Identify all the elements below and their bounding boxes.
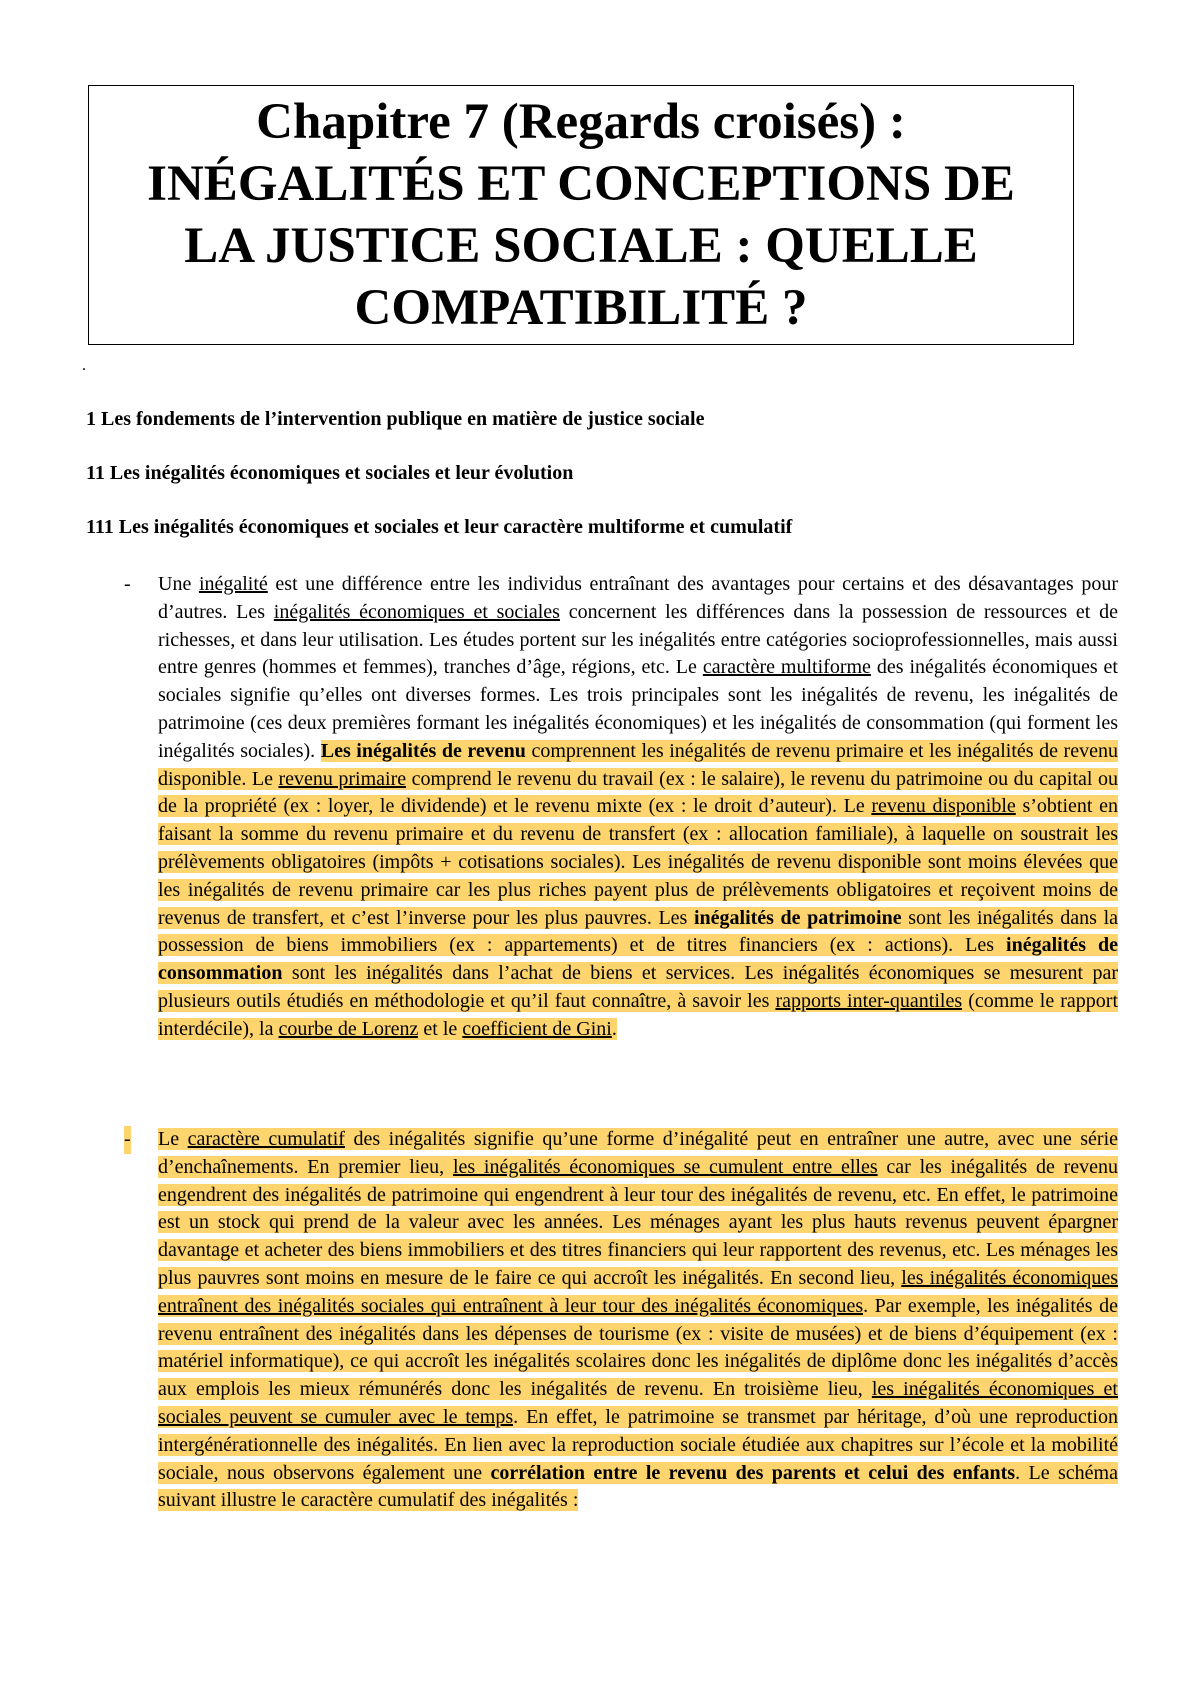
p1-highlight-text: s’obtient en faisant la somme du revenu primaire et du revenu de transfert (ex : allocation familiale), à laquelle on soustrait les prélèvements obligatoires (impôts + cotisations sociales). Les inégalités de revenu disponible sont moins élevées que les inégalités de revenu primaire car les plus riches payent plus de prélèvements obligatoires et reçoivent moins de revenus de transfert, et c’est l’inverse pour les plus pauvres. Les bbox=[158, 795, 1118, 929]
chapter-title-line-2: INÉGALITÉS ET CONCEPTIONS DE bbox=[147, 156, 1015, 212]
bullet-dash: - bbox=[124, 1126, 131, 1154]
p2-highlight-text: . Le schéma suivant illustre le caractère cumulatif des inégalités : bbox=[158, 1461, 1118, 1512]
term-inegalites-revenu: Les inégalités de revenu bbox=[320, 739, 526, 762]
term-rapports-inter-quantiles: rapports inter-quantiles bbox=[775, 989, 963, 1012]
term-revenu-primaire: revenu primaire bbox=[278, 767, 407, 790]
p2-highlight-text: Le bbox=[158, 1128, 188, 1150]
p2-highlight-text: . En effet, le patrimoine se transmet par héritage, d’où une reproduction intergénérationnelle des inégalités. En lien avec la reproduction sociale étudiée aux chapitres sur l’école et la mobilité sociale, nous observons également une bbox=[158, 1405, 1118, 1484]
p1-highlight-text: . bbox=[611, 1017, 617, 1040]
term-inegalites-patrimoine: inégalités de patrimoine bbox=[693, 906, 902, 929]
bullet-dash: - bbox=[124, 573, 131, 595]
term-inegalites-eco-sociales: inégalités économiques et sociales bbox=[273, 600, 560, 623]
claim-cumul-economiques: les inégalités économiques se cumulent entre elles bbox=[452, 1155, 878, 1178]
heading-level-1: 1 Les fondements de l’intervention publique en matière de justice sociale bbox=[86, 408, 705, 430]
p1-highlight-text: (comme le rapport interdécile), la bbox=[158, 989, 1118, 1040]
stray-dot: . bbox=[82, 357, 86, 374]
term-inegalites-consommation: inégalités de consommation bbox=[158, 934, 1118, 985]
term-correlation-revenus: corrélation entre le revenu des parents et celui des enfants bbox=[490, 1461, 1016, 1484]
claim-economiques-sociales: les inégalités économiques entraînent des inégalités sociales qui entraînent à leur tour des inégalités économiques bbox=[158, 1266, 1118, 1317]
chapter-title-box bbox=[88, 85, 1074, 345]
p1-highlight-text: comprennent les inégalités de revenu primaire et les inégalités de revenu disponible. Le bbox=[158, 739, 1118, 790]
term-caractere-multiforme: caractère multiforme bbox=[702, 656, 871, 679]
p1-text: est une différence entre les individus entraînant des avantages pour certains et des désavantages pour d’autres. Les bbox=[158, 573, 1118, 623]
term-caractere-cumulatif: caractère cumulatif bbox=[187, 1128, 345, 1150]
heading-level-3: 111 Les inégalités économiques et sociales et leur caractère multiforme et cumulatif bbox=[86, 516, 793, 538]
chapter-title-line-4: COMPATIBILITÉ ? bbox=[354, 280, 808, 336]
bullet-paragraph-2 bbox=[124, 1126, 1119, 1515]
heading-level-2: 11 Les inégalités économiques et sociales et leur évolution bbox=[86, 462, 574, 484]
p1-text: des inégalités économiques et sociales signifie qu’elles ont diverses formes. Les trois principales sont les inégalités de revenu, les inégalités de patrimoine (ces deux premières formant les inégalités économiques) et les inégalités de consommation (qui forment les inégalités sociales). bbox=[158, 656, 1118, 762]
claim-cumul-temps: les inégalités économiques et sociales peuvent se cumuler avec le temps bbox=[158, 1378, 1118, 1428]
p1-highlight-text: sont les inégalités dans l’achat de biens et services. Les inégalités économiques se mesurent par plusieurs outils étudiés en méthodologie et qu’il faut connaître, à savoir les bbox=[158, 962, 1118, 1012]
p1-highlight-text: comprend le revenu du travail (ex : le salaire), le revenu du patrimoine ou du capital ou de la propriété (ex : loyer, le dividende) et le revenu mixte (ex : le droit d’auteur). Le bbox=[158, 767, 1118, 818]
term-inegalite: inégalité bbox=[198, 573, 268, 595]
term-courbe-lorenz: courbe de Lorenz bbox=[278, 1017, 419, 1040]
p2-highlight-text: . Par exemple, les inégalités de revenu entraînent des inégalités dans les dépenses de tourisme (ex : visite de musées) et de biens d’équipement (ex : matériel informatique), ce qui accroît les inégalités scolaires donc les inégalités de diplôme donc les inégalités d’accès aux emplois les mieux rémunérés donc les inégalités de revenu. En troisième lieu, bbox=[158, 1294, 1118, 1401]
p1-text: concernent les différences dans la possession de ressources et de richesses, et dans leur utilisation. Les études portent sur les inégalités entre catégories socioprofessionnelles, mais aussi entre genres (hommes et femmes), tranches d’âge, régions, etc. Le bbox=[158, 600, 1118, 679]
p1-highlight-text: sont les inégalités dans la possession de biens immobiliers (ex : appartements) et de titres financiers (ex : actions). Les bbox=[158, 906, 1119, 957]
chapter-title-line-1: Chapitre 7 (Regards croisés) : bbox=[256, 94, 906, 150]
chapter-title-line-3: LA JUSTICE SOCIALE : QUELLE bbox=[184, 218, 978, 274]
p1-text: Une bbox=[158, 573, 199, 595]
term-coefficient-gini: coefficient de Gini bbox=[462, 1017, 612, 1040]
term-revenu-disponible: revenu disponible bbox=[871, 795, 1016, 818]
p2-highlight-text: car les inégalités de revenu engendrent des inégalités de patrimoine qui engendrent à leur tour des inégalités de revenu, etc. En effet, le patrimoine est un stock qui prend de la valeur avec les années. Les ménages ayant les plus hauts revenus peuvent épargner davantage et acheter des biens immobiliers et des titres financiers qui leur rapportent des revenus, etc. Les ménages les plus pauvres sont moins en mesure de le faire ce qui accroît les inégalités. En second lieu, bbox=[158, 1155, 1119, 1289]
p2-highlight-text: des inégalités signifie qu’une forme d’inégalité peut en entraîner une autre, avec une série d’enchaînements. En premier lieu, bbox=[158, 1128, 1119, 1178]
bullet-paragraph-1 bbox=[124, 571, 1119, 1044]
p1-highlight-text: et le bbox=[418, 1017, 463, 1040]
